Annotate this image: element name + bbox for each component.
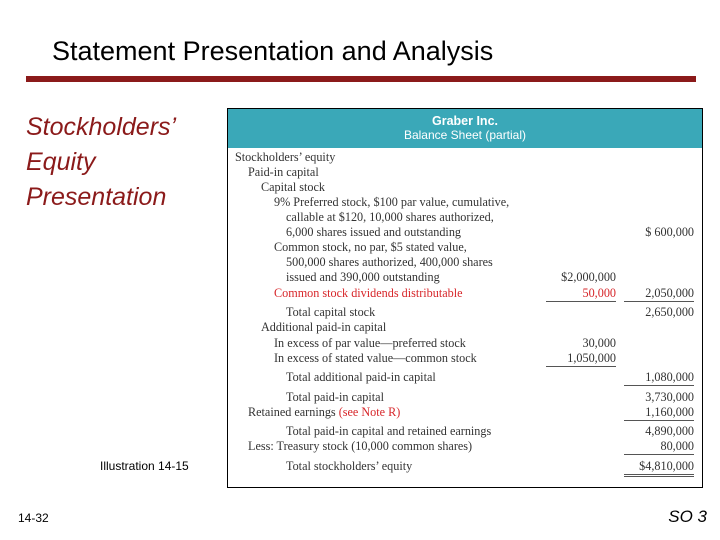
amount-cell: 4,890,000 [645, 424, 694, 438]
table-row [228, 305, 702, 320]
section-heading-line: Equity [26, 148, 96, 176]
amount-cell: 3,730,000 [645, 390, 694, 404]
table-row [228, 210, 702, 225]
slide-number: 14-32 [18, 511, 49, 525]
row-label: callable at $120, 10,000 shares authorized, [286, 210, 494, 224]
amount-cell: 1,050,000 [546, 351, 616, 367]
section-heading-line: Presentation [26, 183, 167, 211]
amount-cell: 2,650,000 [645, 305, 694, 319]
row-label: Total paid-in capital [286, 390, 384, 404]
table-row [228, 286, 702, 301]
table-row [228, 165, 702, 180]
table-row [228, 439, 702, 454]
table-row [228, 405, 702, 420]
table-row [228, 370, 702, 385]
statement-subtitle: Balance Sheet (partial) [403, 128, 527, 142]
table-row [228, 195, 702, 210]
table-row [228, 424, 702, 439]
amount-cell: 1,080,000 [624, 370, 694, 386]
title-divider [26, 76, 696, 82]
row-label: Total paid-in capital and retained earnings [286, 424, 492, 438]
amount-cell: 50,000 [546, 286, 616, 302]
table-row [228, 459, 702, 474]
row-label: Total stockholders’ equity [286, 459, 413, 473]
amount-cell: 80,000 [624, 439, 694, 455]
slide-title: Statement Presentation and Analysis [52, 36, 494, 66]
table-row [228, 150, 702, 165]
note-reference: (see Note R) [338, 405, 401, 419]
retained-earnings-label: Retained earnings [248, 405, 336, 419]
table-row [228, 240, 702, 255]
table-row [228, 390, 702, 405]
amount-cell: $2,000,000 [561, 270, 616, 284]
row-label: issued and 390,000 outstanding [286, 270, 440, 284]
amount-cell: 30,000 [582, 336, 616, 350]
row-label: Total additional paid-in capital [286, 370, 436, 384]
company-name: Graber Inc. [432, 114, 498, 128]
table-row [228, 180, 702, 195]
row-label: Common stock, no par, $5 stated value, [274, 240, 467, 254]
amount-cell: 2,050,000 [624, 286, 694, 302]
row-label: Additional paid-in capital [261, 320, 387, 334]
balance-sheet-header [228, 109, 702, 148]
row-label: 6,000 shares issued and outstanding [286, 225, 462, 239]
table-row [228, 351, 702, 366]
row-label: In excess of par value—preferred stock [274, 336, 466, 350]
table-row [228, 255, 702, 270]
table-row [228, 320, 702, 335]
section-heading-line: Stockholders’ [26, 113, 177, 141]
row-label: Stockholders’ equity [235, 150, 336, 164]
row-label: Capital stock [261, 180, 325, 194]
illustration-label: Illustration 14-15 [100, 459, 189, 473]
row-label: Less: Treasury stock (10,000 common shares) [248, 439, 473, 453]
table-row [228, 336, 702, 351]
row-label: In excess of stated value—common stock [274, 351, 477, 365]
row-label: 500,000 shares authorized, 400,000 shares [286, 255, 493, 269]
section-heading [26, 110, 176, 215]
table-row [228, 225, 702, 240]
amount-cell: 1,160,000 [624, 405, 694, 421]
row-label-highlight: Common stock dividends distributable [274, 286, 463, 300]
amount-cell: $4,810,000 [624, 459, 694, 477]
row-label: Paid-in capital [248, 165, 319, 179]
study-objective: SO 3 [668, 507, 707, 526]
balance-sheet [227, 108, 703, 488]
row-label [248, 405, 400, 420]
row-label: Total capital stock [286, 305, 376, 319]
amount-cell: $ 600,000 [645, 225, 694, 239]
row-label: 9% Preferred stock, $100 par value, cumulative, [274, 195, 510, 209]
table-row [228, 270, 702, 285]
